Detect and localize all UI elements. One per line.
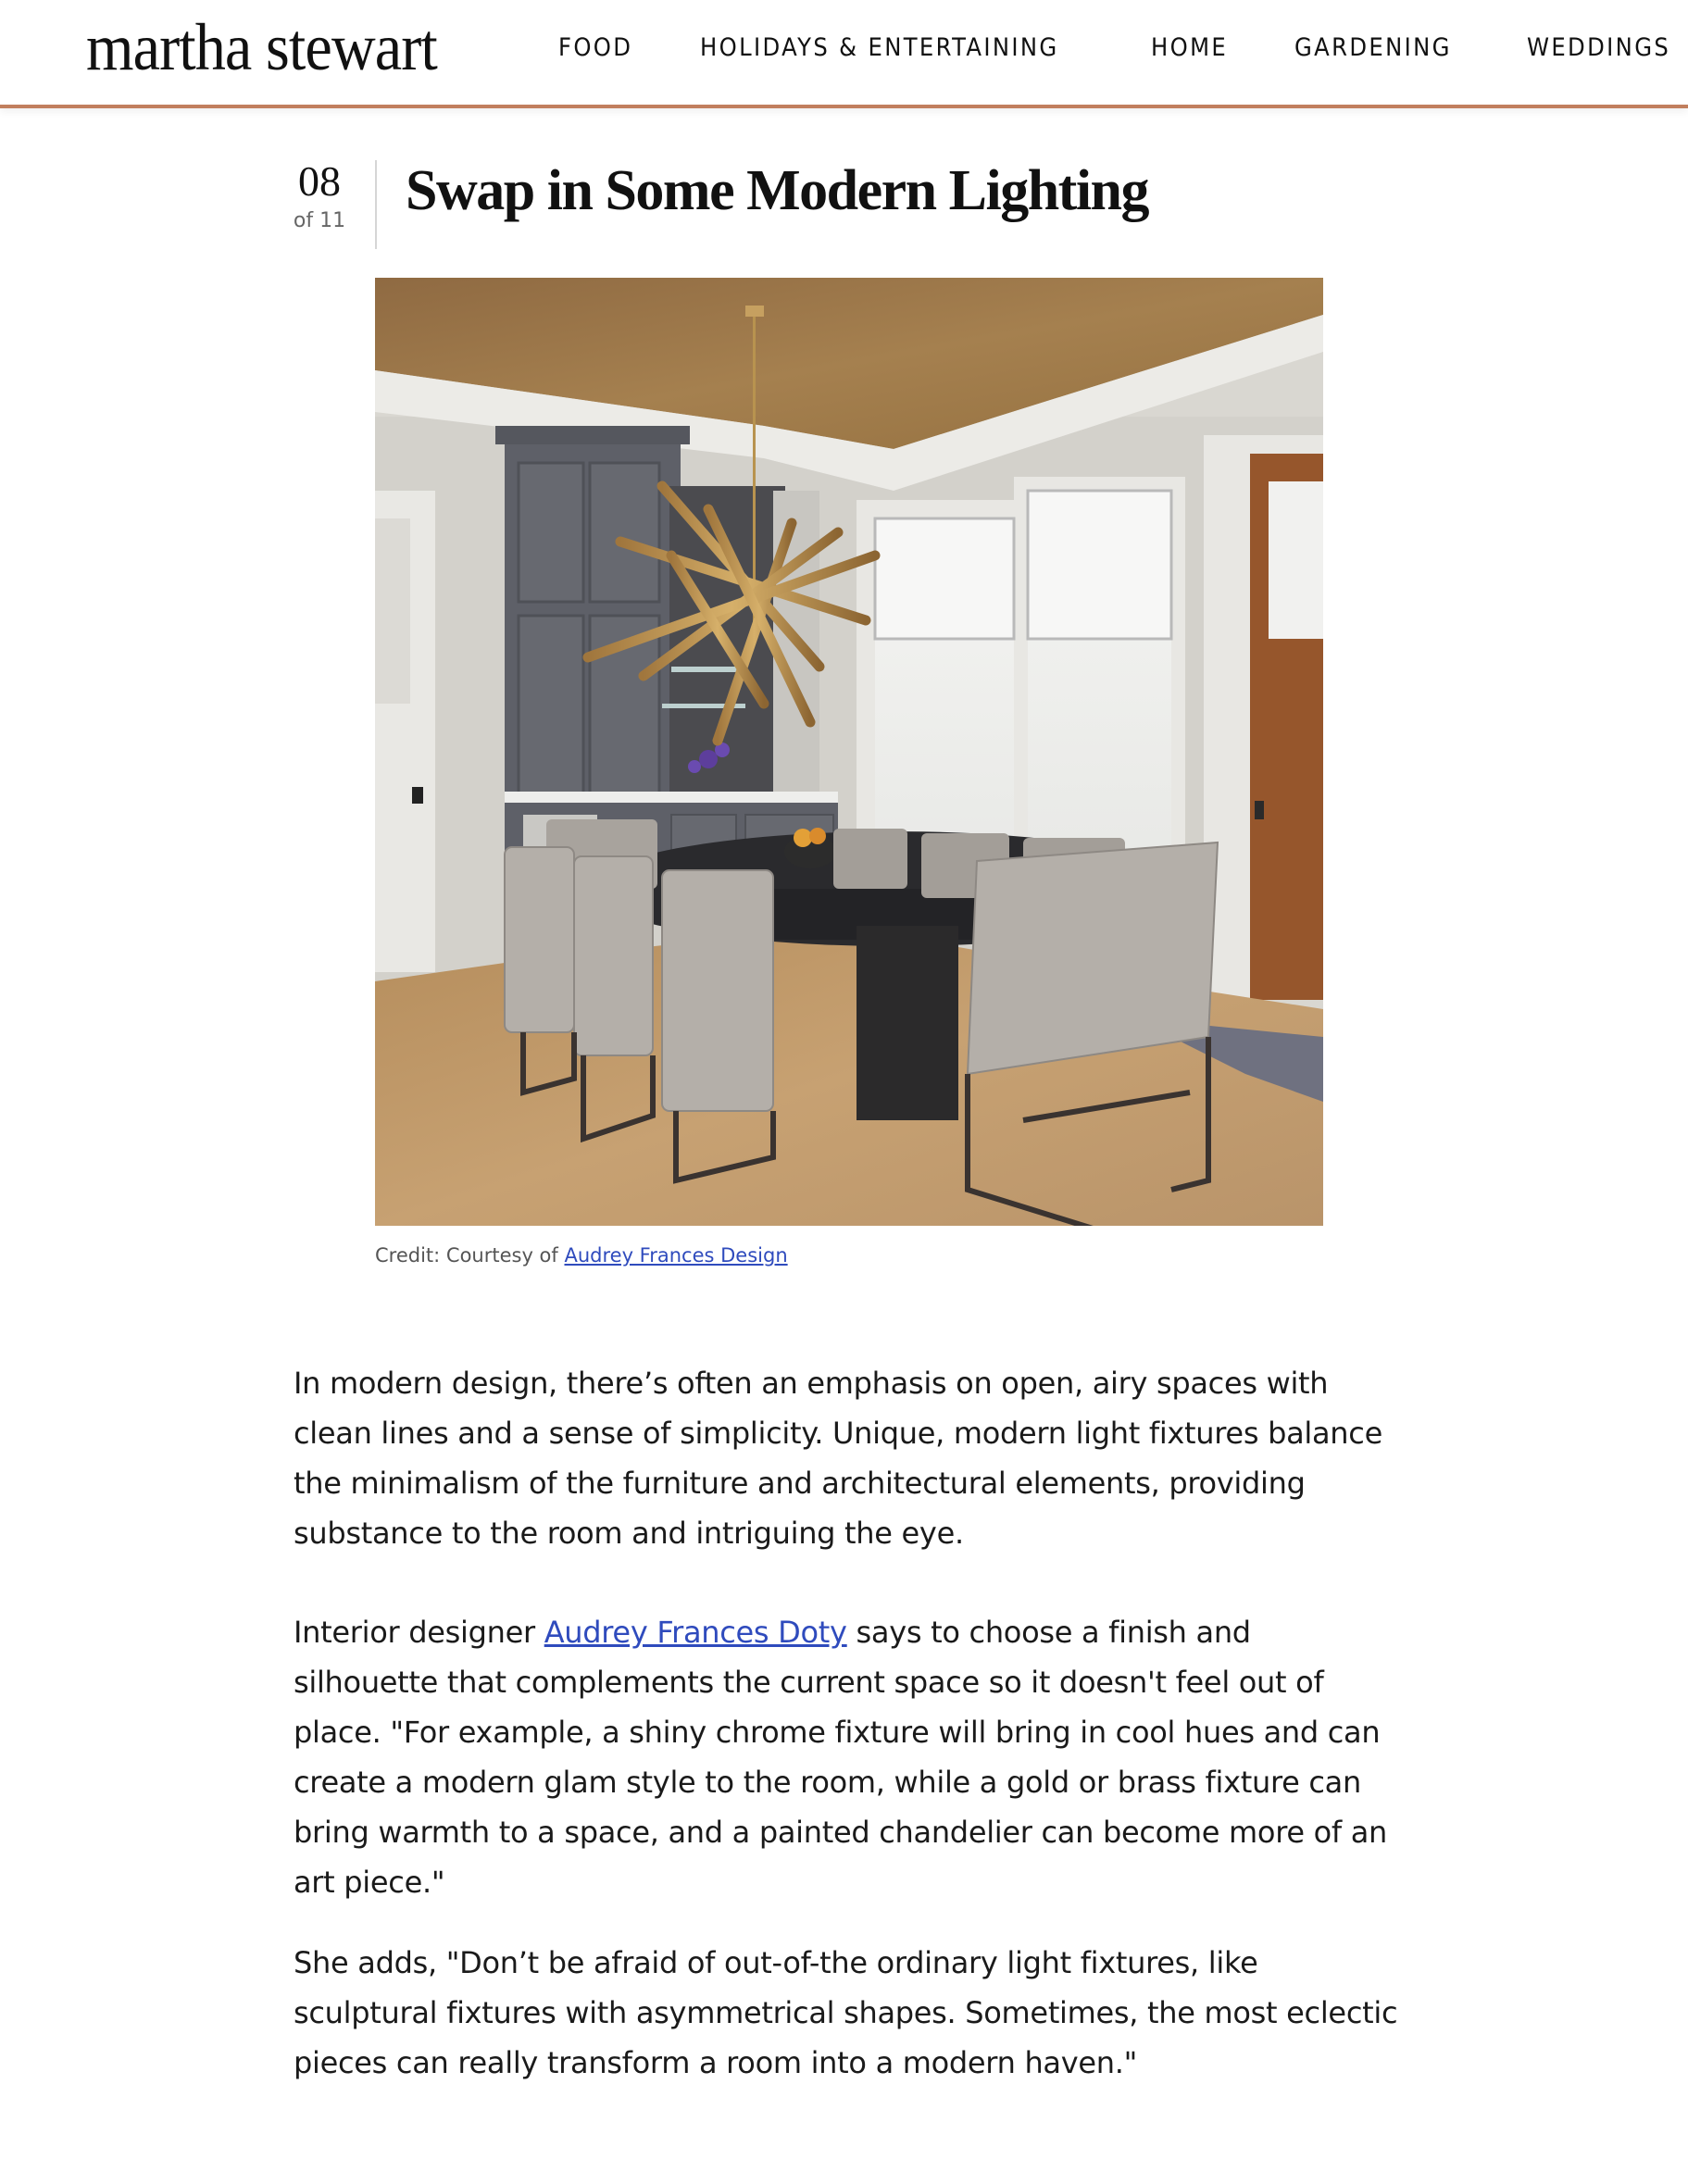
nav-item-food[interactable]: FOOD	[558, 33, 633, 62]
paragraph-text: Interior designer	[294, 1615, 544, 1650]
paragraph-line: bring warmth to a space, and a painted chandelier can become more of an	[294, 1815, 1388, 1850]
nav-item-holidays-entertaining[interactable]: HOLIDAYS & ENTERTAINING	[700, 33, 1059, 62]
image-credit	[375, 1239, 788, 1272]
paragraph-line: art piece."	[294, 1865, 445, 1900]
slide-counter	[278, 156, 361, 235]
paragraph-line: clean lines and a sense of simplicity. Unique, modern light fixtures balance	[294, 1416, 1382, 1451]
slide-number: 08	[298, 157, 341, 205]
paragraph-line: In modern design, there’s often an emphasis on open, airy spaces with	[294, 1366, 1329, 1401]
paragraph-line: sculptural fixtures with asymmetrical shapes. Sometimes, the most eclectic	[294, 1995, 1398, 2030]
article-paragraph-3	[294, 1938, 1451, 2088]
paragraph-line: substance to the room and intriguing the eye.	[294, 1516, 964, 1551]
nav-item-weddings[interactable]: WEDDINGS	[1527, 33, 1671, 62]
slide-total: of 11	[293, 209, 346, 232]
dining-room-photo	[375, 278, 1323, 1226]
paragraph-line: She adds, "Don’t be afraid of out-of-the ordinary light fixtures, like	[294, 1945, 1258, 1980]
paragraph-text: says to choose a finish and	[846, 1615, 1251, 1650]
article-paragraph-1	[294, 1358, 1451, 1558]
paragraph-line: pieces can really transform a room into a modern haven."	[294, 2045, 1138, 2080]
credit-link[interactable]: Audrey Frances Design	[564, 1244, 788, 1267]
nav-item-gardening[interactable]: GARDENING	[1294, 33, 1452, 62]
site-header	[0, 0, 1688, 108]
slide-divider	[375, 160, 377, 249]
paragraph-line: place. "For example, a shiny chrome fixture will bring in cool hues and can	[294, 1715, 1381, 1750]
paragraph-line: the minimalism of the furniture and architectural elements, providing	[294, 1466, 1306, 1501]
slide-image	[375, 278, 1323, 1226]
slide-title: Swap in Some Modern Lighting	[406, 159, 1149, 222]
paragraph-line: create a modern glam style to the room, while a gold or brass fixture can	[294, 1765, 1361, 1800]
paragraph-line	[294, 1607, 1451, 1657]
article-paragraph-2	[294, 1607, 1451, 1907]
site-logo[interactable]: martha stewart	[86, 10, 437, 84]
credit-prefix: Credit: Courtesy of	[375, 1244, 565, 1267]
designer-link[interactable]: Audrey Frances Doty	[544, 1615, 847, 1650]
nav-item-home[interactable]: HOME	[1151, 33, 1229, 62]
paragraph-line: silhouette that complements the current space so it doesn't feel out of	[294, 1665, 1324, 1700]
